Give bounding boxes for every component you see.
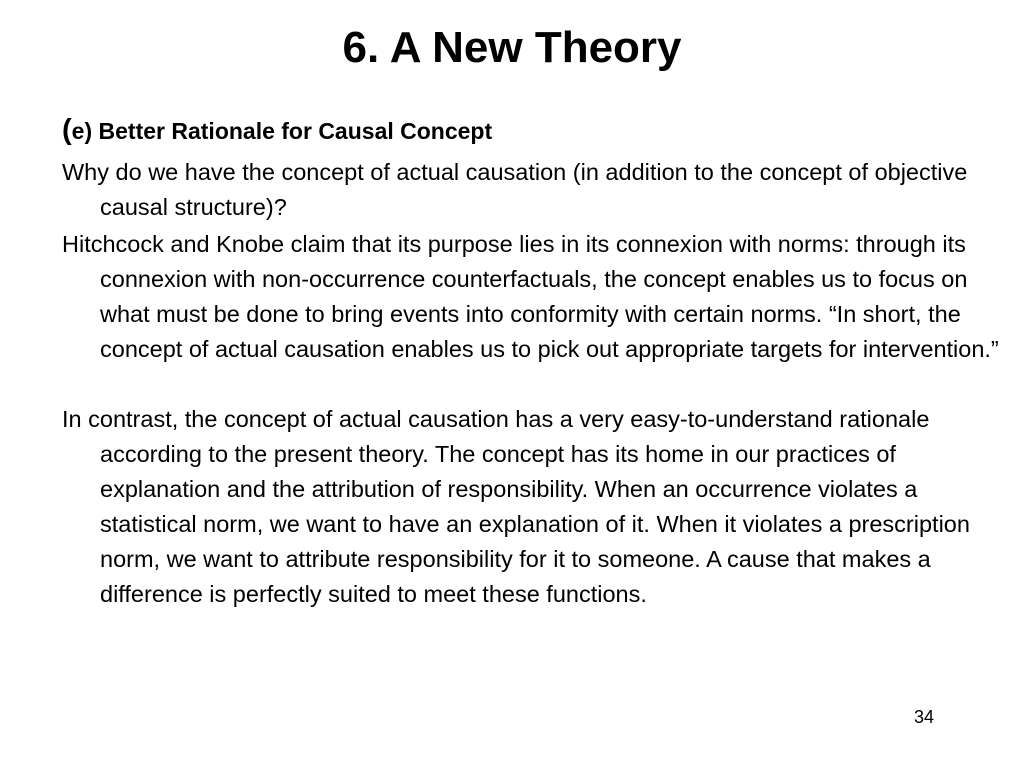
paragraph-question: Why do we have the concept of actual causation (in addition to the concept of objective causal structure)? [62,159,968,220]
slide-body [62,155,1012,612]
paragraph-hitchcock-knobe: Hitchcock and Knobe claim that its purpose lies in its connexion with norms: through its connexion with non-occurrence counterfactuals, the concept enables us to focus on what must be done to bring events into conformity with certain norms. “In short, the concept of actual causation enables us to pick out appropriate targets for intervention.” [62,231,999,362]
paragraph-contrast: In contrast, the concept of actual causation has a very easy-to-understand rationale according to the present theory. The concept has its home in our practices of explanation and the attribution of responsibility. When an occurrence violates a statistical norm, we want to have an explanation of it. When it violates a prescription norm, we want to attribute responsibility for it to someone. A cause that makes a difference is perfectly suited to meet these functions. [62,406,970,607]
slide-title: 6. A New Theory [342,23,682,72]
subheading-text: e) Better Rationale for Causal Concept [71,118,493,144]
section-subheading [62,112,492,149]
page-number: 34 [913,707,935,727]
subheading-paren: ( [62,114,72,146]
